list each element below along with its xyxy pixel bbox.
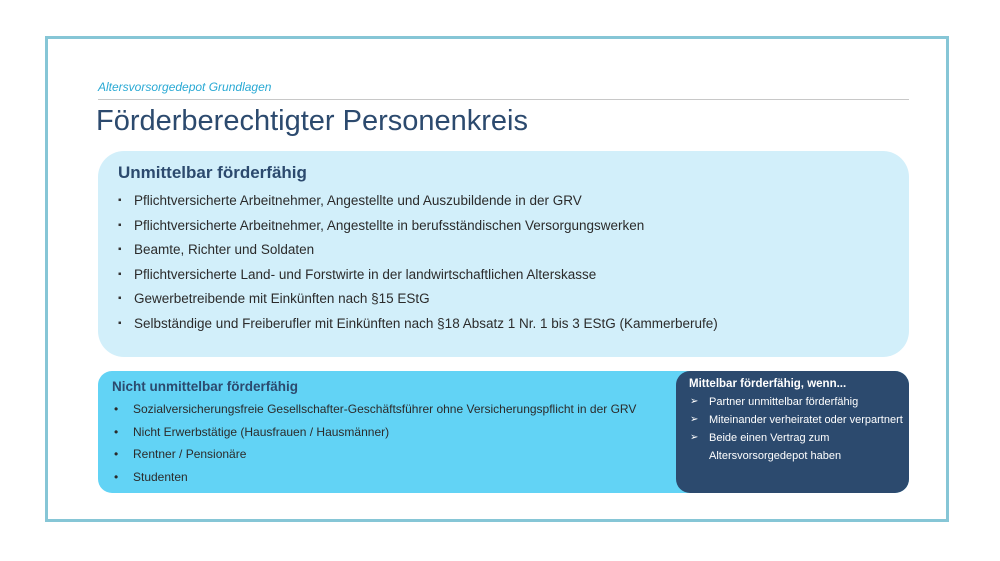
list-item xyxy=(118,214,909,239)
arrow-bullet-icon: ➢ xyxy=(690,432,699,443)
dot-bullet-icon: • xyxy=(114,424,119,439)
list-item xyxy=(689,393,909,411)
list-item-text: Miteinander verheiratet oder verpartnert xyxy=(709,414,903,426)
list-item-text: Pflichtversicherte Arbeitnehmer, Angestellte und Auszubildende in der GRV xyxy=(134,193,582,208)
square-bullet-icon: ▪ xyxy=(118,293,122,304)
direct-eligible-box xyxy=(98,151,909,357)
list-item-text: Rentner / Pensionäre xyxy=(133,447,247,461)
list-item xyxy=(118,312,909,337)
list-item-text: Gewerbetreibende mit Einkünften nach §15 EStG xyxy=(134,291,430,306)
list-item xyxy=(118,189,909,214)
direct-eligible-heading: Unmittelbar förderfähig xyxy=(118,163,307,182)
dot-bullet-icon: • xyxy=(114,402,119,416)
list-item-text: Beide einen Vertrag zum Altersvorsorgedepot haben xyxy=(709,432,842,462)
square-bullet-icon: ▪ xyxy=(118,268,122,280)
list-item-text: Selbständige und Freiberufler mit Einkünften nach §18 Absatz 1 Nr. 1 bis 3 EStG (Kammerberufe) xyxy=(134,315,718,331)
list-item-text: Pflichtversicherte Arbeitnehmer, Angestellte in berufsständischen Versorgungswerken xyxy=(134,217,645,233)
square-bullet-icon: ▪ xyxy=(118,244,122,255)
slide-frame xyxy=(45,36,949,522)
section-subtitle: Altersvorsorgedepot Grundlagen xyxy=(98,80,272,94)
square-bullet-icon: ▪ xyxy=(118,219,122,231)
dot-bullet-icon: • xyxy=(114,469,119,484)
indirect-eligible-heading: Nicht unmittelbar förderfähig xyxy=(112,379,299,394)
list-item-text: Partner unmittelbar förderfähig xyxy=(709,396,859,408)
list-item xyxy=(689,411,909,429)
list-item-text: Pflichtversicherte Land- und Forstwirte in der landwirtschaftlichen Alterskasse xyxy=(134,266,597,282)
list-item-text: Nicht Erwerbstätige (Hausfrauen / Hausmänner) xyxy=(133,424,390,439)
arrow-bullet-icon: ➢ xyxy=(690,414,699,425)
page-title: Förderberechtigter Personenkreis xyxy=(96,105,528,137)
direct-eligible-list xyxy=(118,189,909,336)
mittelbar-eligible-heading: Mittelbar förderfähig, wenn... xyxy=(689,378,847,390)
mittelbar-eligible-box xyxy=(676,371,909,493)
list-item xyxy=(118,238,909,263)
mittelbar-eligible-list xyxy=(689,393,909,465)
list-item-text: Beamte, Richter und Soldaten xyxy=(134,242,315,257)
list-item-text: Sozialversicherungsfreie Gesellschafter-Geschäftsführer ohne Versicherungspflicht in der GRV xyxy=(133,402,637,416)
header-divider xyxy=(98,99,909,100)
dot-bullet-icon: • xyxy=(114,447,119,461)
arrow-bullet-icon: ➢ xyxy=(690,396,699,407)
list-item xyxy=(118,287,909,312)
list-item xyxy=(118,263,909,288)
square-bullet-icon: ▪ xyxy=(118,317,122,329)
square-bullet-icon: ▪ xyxy=(118,195,122,206)
list-item-text: Studenten xyxy=(133,469,188,484)
list-item xyxy=(689,429,909,465)
